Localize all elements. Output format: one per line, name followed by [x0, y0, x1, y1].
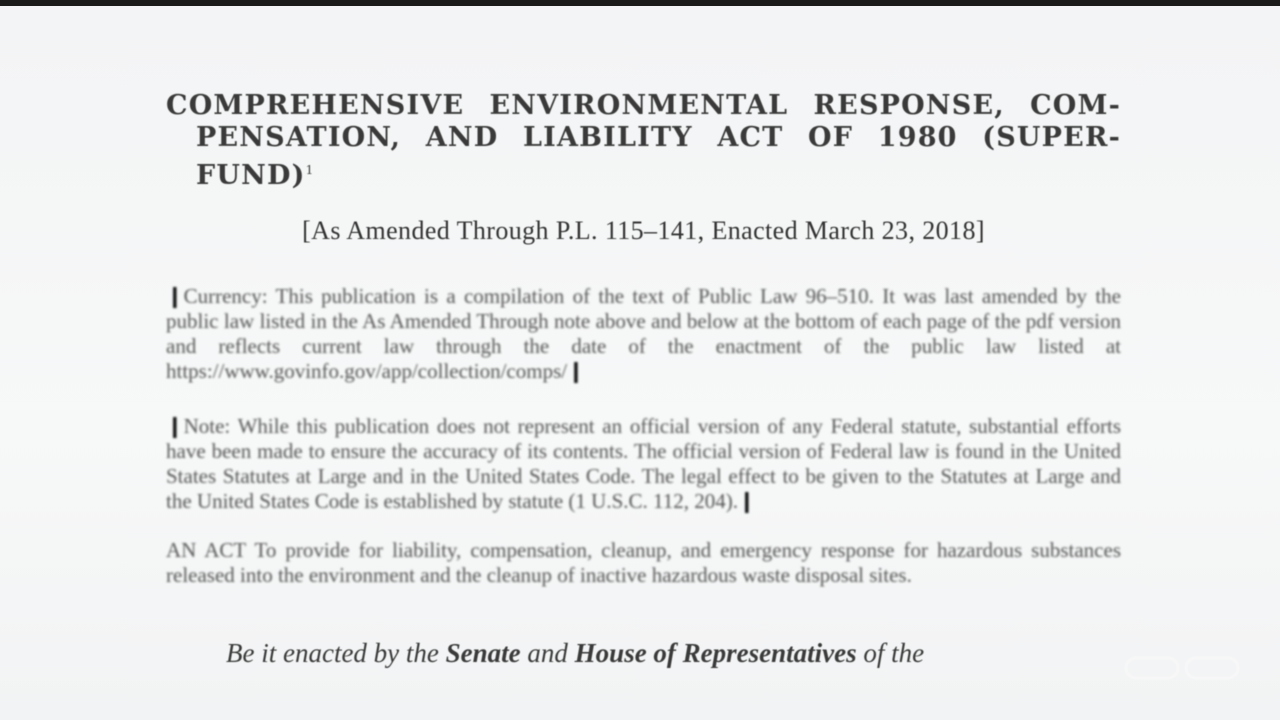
close-bracket-marker: ❙ — [738, 489, 756, 513]
act-title — [166, 90, 1121, 192]
document-page — [0, 6, 1280, 720]
title-line-3 — [166, 154, 1121, 192]
document-body — [166, 90, 1121, 669]
enacted-suffix: of the — [856, 638, 925, 668]
enacted-senate: Senate — [445, 638, 521, 668]
open-bracket-marker: ❙ — [166, 284, 184, 308]
enacted-prefix: Be it enacted by the — [226, 638, 446, 668]
amended-through-note: [As Amended Through P.L. 115–141, Enacted March 23, 2018] — [302, 216, 985, 245]
close-bracket-marker: ❙ — [567, 359, 585, 383]
enacted-and: and — [520, 638, 575, 668]
enacted-house: House of Representatives — [574, 638, 857, 668]
open-bracket-marker: ❙ — [166, 414, 184, 438]
currency-paragraph — [166, 284, 1121, 384]
title-footnote-marker: 1 — [305, 163, 315, 177]
act-purpose-paragraph: AN ACT To provide for liability, compensation, cleanup, and emergency response for hazardous substances released into the environment and the cleanup of inactive hazardous waste disposal sites. — [166, 538, 1121, 587]
currency-text: Currency: This publication is a compilation of the text of Public Law 96–510. It was last amended by the public law listed in the As Amended Through note above and below at the bottom of each page of the pdf version and reflects current law through the date of the enactment of the public law listed at https://www.govinfo.gov/app/collection/comps/ — [166, 284, 1121, 383]
note-paragraph — [166, 414, 1121, 514]
note-text: Note: While this publication does not represent an official version of any Federal statute, substantial efforts have been made to ensure the accuracy of its contents. The official version of Federal law is found in the United States Statutes at Large and in the United States Code. The legal effect to be given to the Statutes at Large and the United States Code is established by statute (1 U.S.C. 112, 204). — [166, 414, 1121, 513]
enacting-clause — [166, 638, 1121, 669]
title-line-1: COMPREHENSIVE ENVIRONMENTAL RESPONSE, COM- — [166, 90, 1121, 121]
video-watermark-icon — [1124, 654, 1244, 682]
title-line-3-text: FUND) — [196, 160, 306, 191]
title-line-2: PENSATION, AND LIABILITY ACT OF 1980 (SUPER- — [196, 122, 1121, 153]
